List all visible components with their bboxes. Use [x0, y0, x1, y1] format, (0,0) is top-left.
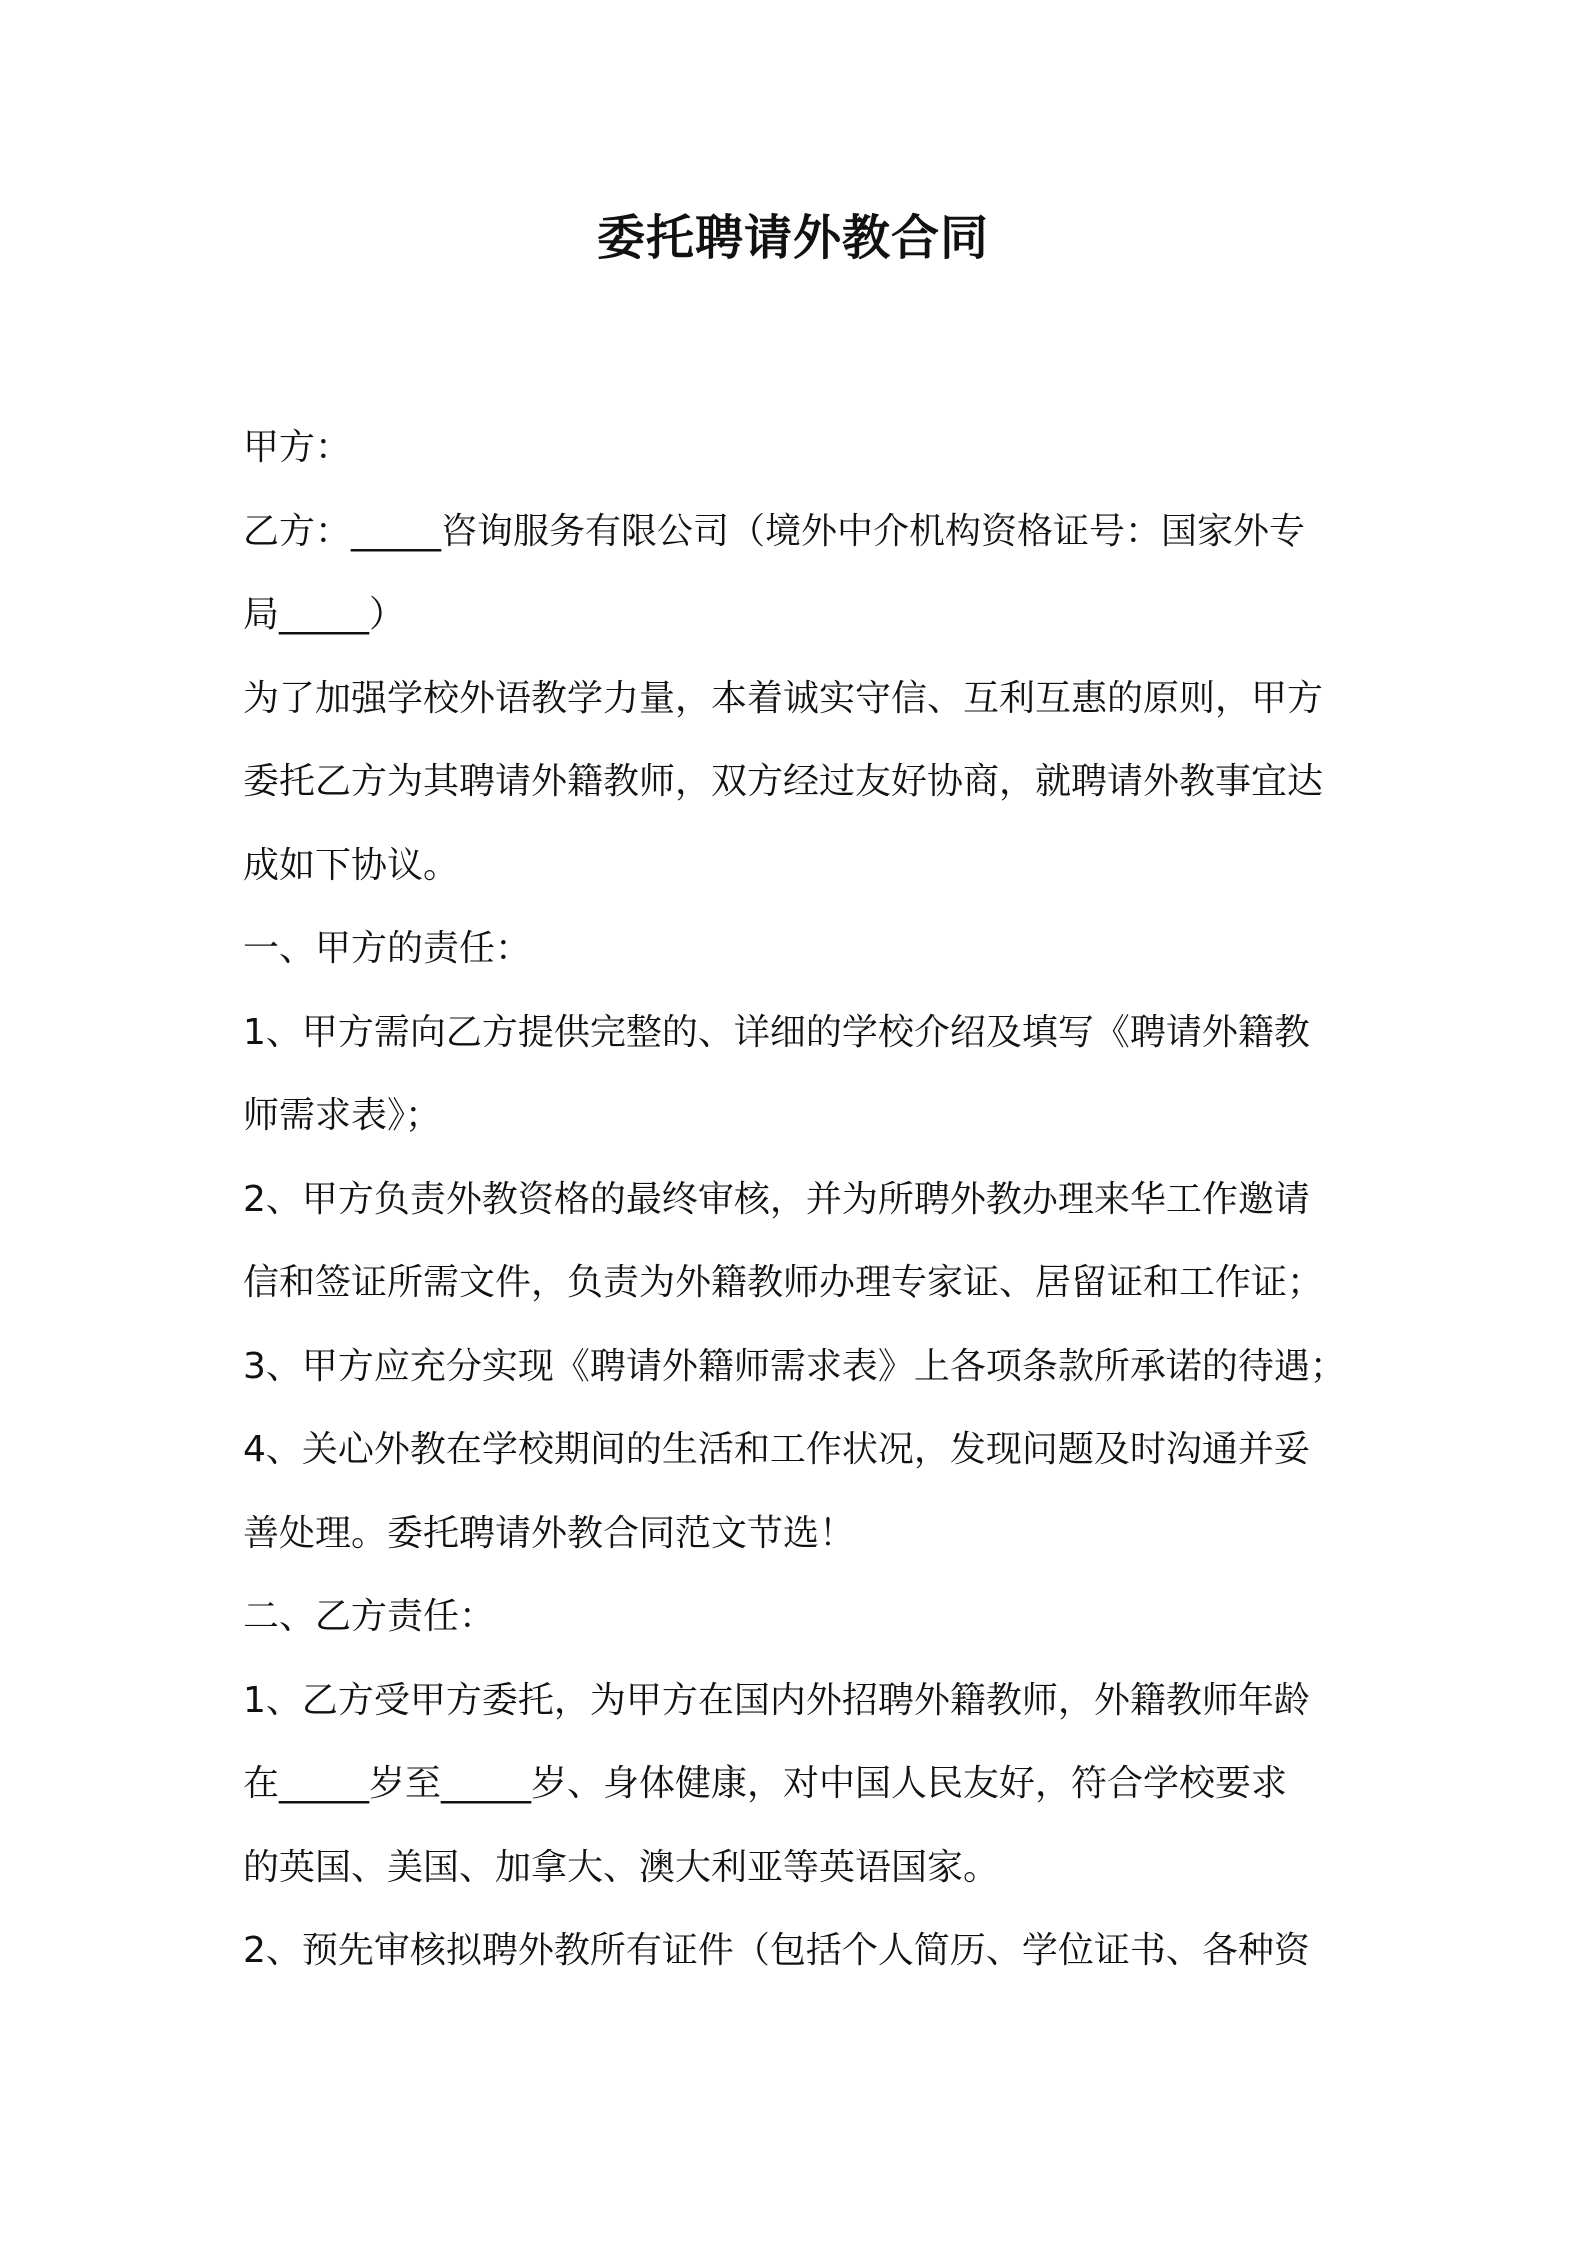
intro-line-3: 成如下协议。	[243, 844, 460, 886]
clause-a4-line-2: 善处理。委托聘请外教合同范文节选！	[243, 1512, 856, 1554]
clause-a4-line-1: 4、关心外教在学校期间的生活和工作状况，发现问题及时沟通并妥	[243, 1429, 1310, 1470]
clause-b1-line-3: 的英国、美国、加拿大、澳大利亚等英语国家。	[243, 1846, 1000, 1888]
clause-b1-line-1: 1、乙方受甲方委托，为甲方在国内外招聘外籍教师，外籍教师年龄	[243, 1679, 1310, 1721]
party-b-line: 乙方：_____咨询服务有限公司（境外中介机构资格证号：国家外专	[243, 510, 1306, 552]
intro-line-2: 委托乙方为其聘请外籍教师，双方经过友好协商，就聘请外教事宜达	[243, 761, 1324, 802]
party-b-line-cont: 局_____）	[243, 594, 406, 635]
section-heading-party-b: 二、乙方责任：	[243, 1596, 496, 1637]
document-body	[243, 406, 1363, 1993]
clause-b2-line-1: 2、预先审核拟聘外教所有证件（包括个人简历、学位证书、各种资	[243, 1930, 1310, 1971]
clause-b1-line-2: 在_____岁至_____岁、身体健康，对中国人民友好，符合学校要求	[243, 1763, 1288, 1804]
clause-a2-line-1: 2、甲方负责外教资格的最终审核，并为所聘外教办理来华工作邀请	[243, 1178, 1310, 1220]
document-title: 委托聘请外教合同	[596, 210, 989, 266]
party-a-line: 甲方：	[243, 427, 352, 468]
intro-line-1: 为了加强学校外语教学力量，本着诚实守信、互利互惠的原则，甲方	[243, 677, 1324, 719]
clause-a1-line-1: 1、甲方需向乙方提供完整的、详细的学校介绍及填写《聘请外籍教	[243, 1011, 1310, 1053]
section-heading-party-a: 一、甲方的责任：	[243, 928, 532, 969]
clause-a1-line-2: 师需求表》；	[243, 1095, 442, 1136]
clause-a2-line-2: 信和签证所需文件，负责为外籍教师办理专家证、居留证和工作证；	[243, 1262, 1324, 1303]
clause-a3-line-1: 3、甲方应充分实现《聘请外籍师需求表》上各项条款所承诺的待遇；	[243, 1345, 1346, 1387]
